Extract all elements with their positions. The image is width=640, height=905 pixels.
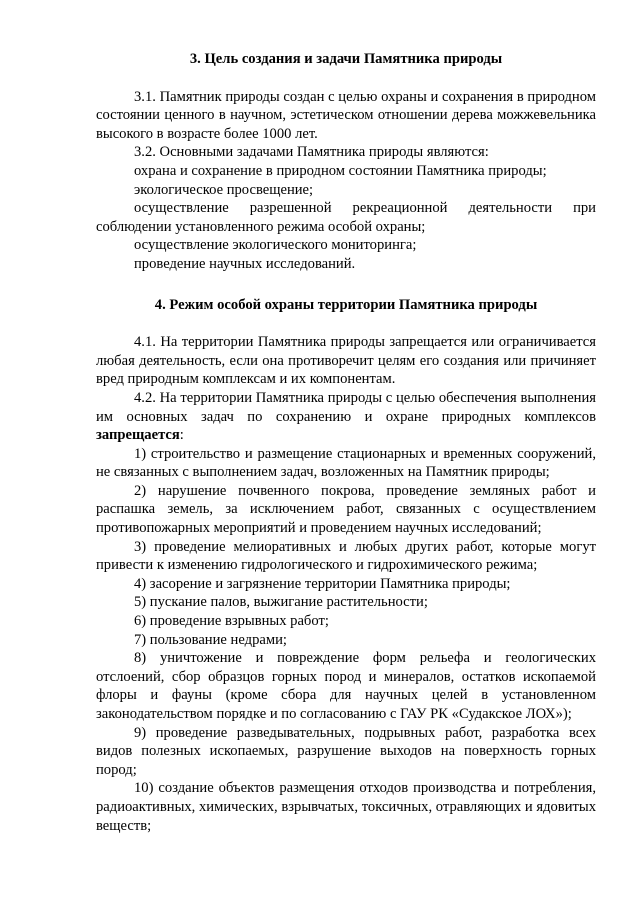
task-item: осуществление разрешенной рекреационной деятельности при соблюдении установленного режима особой охраны; [96, 200, 596, 235]
prohibition-item: 10) создание объектов размещения отходов производства и потребления, радиоактивных, химических, взрывчатых, токсичных, отравляющих и ядовитых веществ; [96, 780, 596, 834]
prohibition-item: 1) строительство и размещение стационарных и временных сооружений, не связанных с выполнением задач, возложенных на Памятник природы; [96, 445, 596, 481]
task-item: охрана и сохранение в природном состоянии Памятника природы; [134, 162, 547, 179]
section-4-heading: 4. Режим особой охраны территории Памятника природы [154, 296, 538, 313]
paragraph-4-2 [96, 389, 596, 445]
paragraph-4-2-tail: : [179, 427, 184, 444]
prohibited-keyword: запрещается [96, 427, 180, 444]
section-3-heading: 3. Цель создания и задачи Памятника природы [189, 51, 503, 67]
paragraph-4-2-lead: 4.2. На территории Памятника природы с целью обеспечения выполнения им основных задач по сохранению и охране природных комплексов [96, 389, 596, 425]
paragraph-3-2: 3.2. Основными задачами Памятника природы являются: [134, 144, 489, 161]
prohibition-item: 2) нарушение почвенного покрова, проведение земляных работ и распашка земель, за исключением работ, связанных с осуществлением противопожарных мероприятий и проведением научных исследований; [96, 482, 596, 537]
prohibition-item: 6) проведение взрывных работ; [134, 613, 329, 630]
task-item: проведение научных исследований. [134, 255, 356, 272]
document-page [96, 50, 596, 835]
prohibition-item: 4) засорение и загрязнение территории Памятника природы; [134, 575, 511, 592]
prohibition-item: 8) уничтожение и повреждение форм рельефа и геологических отслоений, сбор образцов горных пород и минералов, остатков ископаемой флоры и фауны (кроме сбора для научных целей в установленном законодательством порядке и по согласованию с ГАУ РК «Судакское ЛОХ»); [96, 650, 596, 722]
task-item: экологическое просвещение; [134, 181, 314, 198]
prohibition-item: 3) проведение мелиоративных и любых других работ, которые могут привести к изменению гидрологического и гидрохимического режима; [96, 538, 596, 574]
paragraph-3-1: 3.1. Памятник природы создан с целью охраны и сохранения в природном состоянии ценного в научном, эстетическом отношении дерева можжевельника высокого в возрасте более 1000 лет. [96, 88, 596, 142]
prohibition-item: 9) проведение разведывательных, подрывных работ, разработка всех видов полезных ископаемых, разрушение выходов на поверхность горных пород; [96, 724, 596, 778]
task-item: осуществление экологического мониторинга; [134, 237, 417, 254]
prohibition-item: 7) пользование недрами; [134, 631, 287, 648]
paragraph-4-1: 4.1. На территории Памятника природы запрещается или ограничивается любая деятельность, если она противоречит целям его создания или причиняет вред природным комплексам и их компонентам. [96, 334, 596, 388]
prohibition-item: 5) пускание палов, выжигание растительности; [134, 594, 428, 611]
